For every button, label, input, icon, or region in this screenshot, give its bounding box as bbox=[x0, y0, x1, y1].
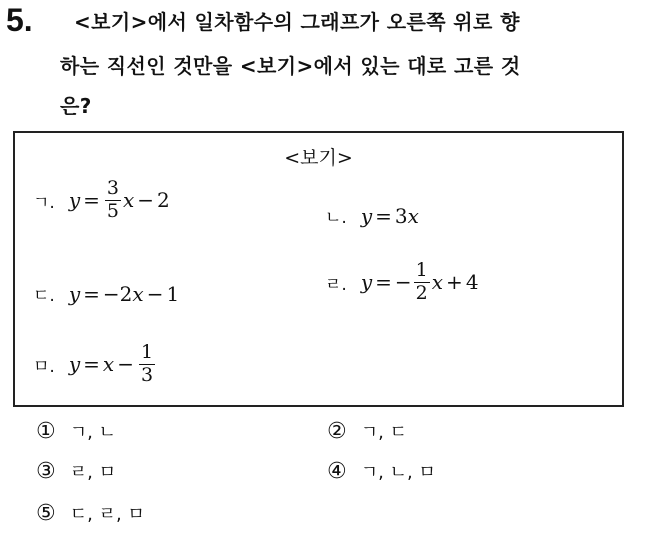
var-x: x bbox=[102, 352, 115, 377]
equals: = bbox=[375, 203, 392, 228]
numerator: 1 bbox=[415, 259, 428, 281]
constant: 2 bbox=[157, 188, 170, 213]
minus: − bbox=[146, 281, 164, 306]
item-marker: ㄹ. bbox=[325, 274, 347, 295]
fraction bbox=[414, 261, 430, 304]
equals: = bbox=[83, 281, 100, 306]
item-marker: ㄷ. bbox=[33, 286, 55, 306]
item-marker: ㄱ. bbox=[33, 192, 55, 213]
var-y: y bbox=[68, 352, 81, 377]
minus: − bbox=[117, 352, 134, 377]
choice-number: ④ bbox=[327, 458, 347, 484]
equals: = bbox=[83, 352, 100, 377]
choice-text: ㄱ, ㄷ bbox=[360, 422, 407, 443]
coefficient: 3 bbox=[394, 203, 408, 228]
var-y: y bbox=[68, 188, 81, 213]
denominator: 5 bbox=[106, 199, 119, 222]
choice-3[interactable] bbox=[36, 458, 116, 484]
question-line-3: 은? bbox=[60, 94, 92, 118]
choice-4[interactable] bbox=[327, 458, 436, 484]
equals: = bbox=[375, 270, 392, 295]
choice-number: ③ bbox=[36, 458, 56, 484]
var-y: y bbox=[68, 281, 81, 306]
equation bbox=[69, 179, 170, 222]
bogi-item-e bbox=[33, 343, 157, 386]
bogi-box bbox=[13, 131, 624, 407]
constant: 4 bbox=[465, 270, 479, 295]
var-x: x bbox=[123, 188, 135, 213]
choice-text: ㄱ, ㄴ, ㅁ bbox=[360, 462, 436, 483]
question-line-2: 하는 직선인 것만을 <보기>에서 있는 대로 고른 것 bbox=[60, 54, 521, 78]
var-x: x bbox=[407, 203, 419, 228]
bogi-item-d bbox=[325, 261, 479, 304]
numerator: 3 bbox=[106, 177, 119, 199]
var-x: x bbox=[132, 281, 144, 306]
var-y: y bbox=[360, 270, 373, 295]
question-number: 5. bbox=[6, 2, 33, 38]
fraction bbox=[139, 343, 155, 386]
fraction bbox=[105, 179, 121, 222]
sign: − bbox=[394, 270, 412, 295]
bogi-title: <보기> bbox=[284, 147, 353, 169]
numerator: 1 bbox=[140, 341, 154, 363]
var-y: y bbox=[360, 203, 373, 228]
choice-5[interactable] bbox=[36, 500, 145, 526]
choice-number: ① bbox=[36, 418, 56, 444]
denominator: 3 bbox=[140, 363, 154, 386]
minus: − bbox=[137, 188, 155, 213]
question-line-1: <보기>에서 일차함수의 그래프가 오른쪽 위로 향 bbox=[74, 10, 520, 34]
equation bbox=[361, 261, 479, 304]
equation bbox=[69, 282, 179, 306]
bogi-item-b bbox=[325, 203, 419, 228]
choice-text: ㄷ, ㄹ, ㅁ bbox=[69, 504, 145, 525]
item-marker: ㄴ. bbox=[325, 208, 347, 228]
constant: 1 bbox=[166, 281, 180, 306]
bogi-item-a bbox=[33, 179, 170, 222]
choice-text: ㄱ, ㄴ bbox=[69, 422, 116, 443]
choice-number: ⑤ bbox=[36, 500, 56, 526]
equation bbox=[69, 343, 157, 386]
choice-number: ② bbox=[327, 418, 347, 444]
sign: − bbox=[102, 281, 120, 306]
choice-text: ㄹ, ㅁ bbox=[69, 462, 116, 483]
denominator: 2 bbox=[415, 281, 428, 304]
plus: + bbox=[446, 270, 463, 295]
item-marker: ㅁ. bbox=[33, 356, 55, 377]
var-x: x bbox=[431, 270, 444, 295]
equals: = bbox=[83, 188, 100, 213]
coefficient: 2 bbox=[119, 281, 133, 306]
equation bbox=[361, 204, 419, 228]
choice-1[interactable] bbox=[36, 418, 116, 444]
bogi-item-c bbox=[33, 281, 179, 306]
choice-2[interactable] bbox=[327, 418, 407, 444]
